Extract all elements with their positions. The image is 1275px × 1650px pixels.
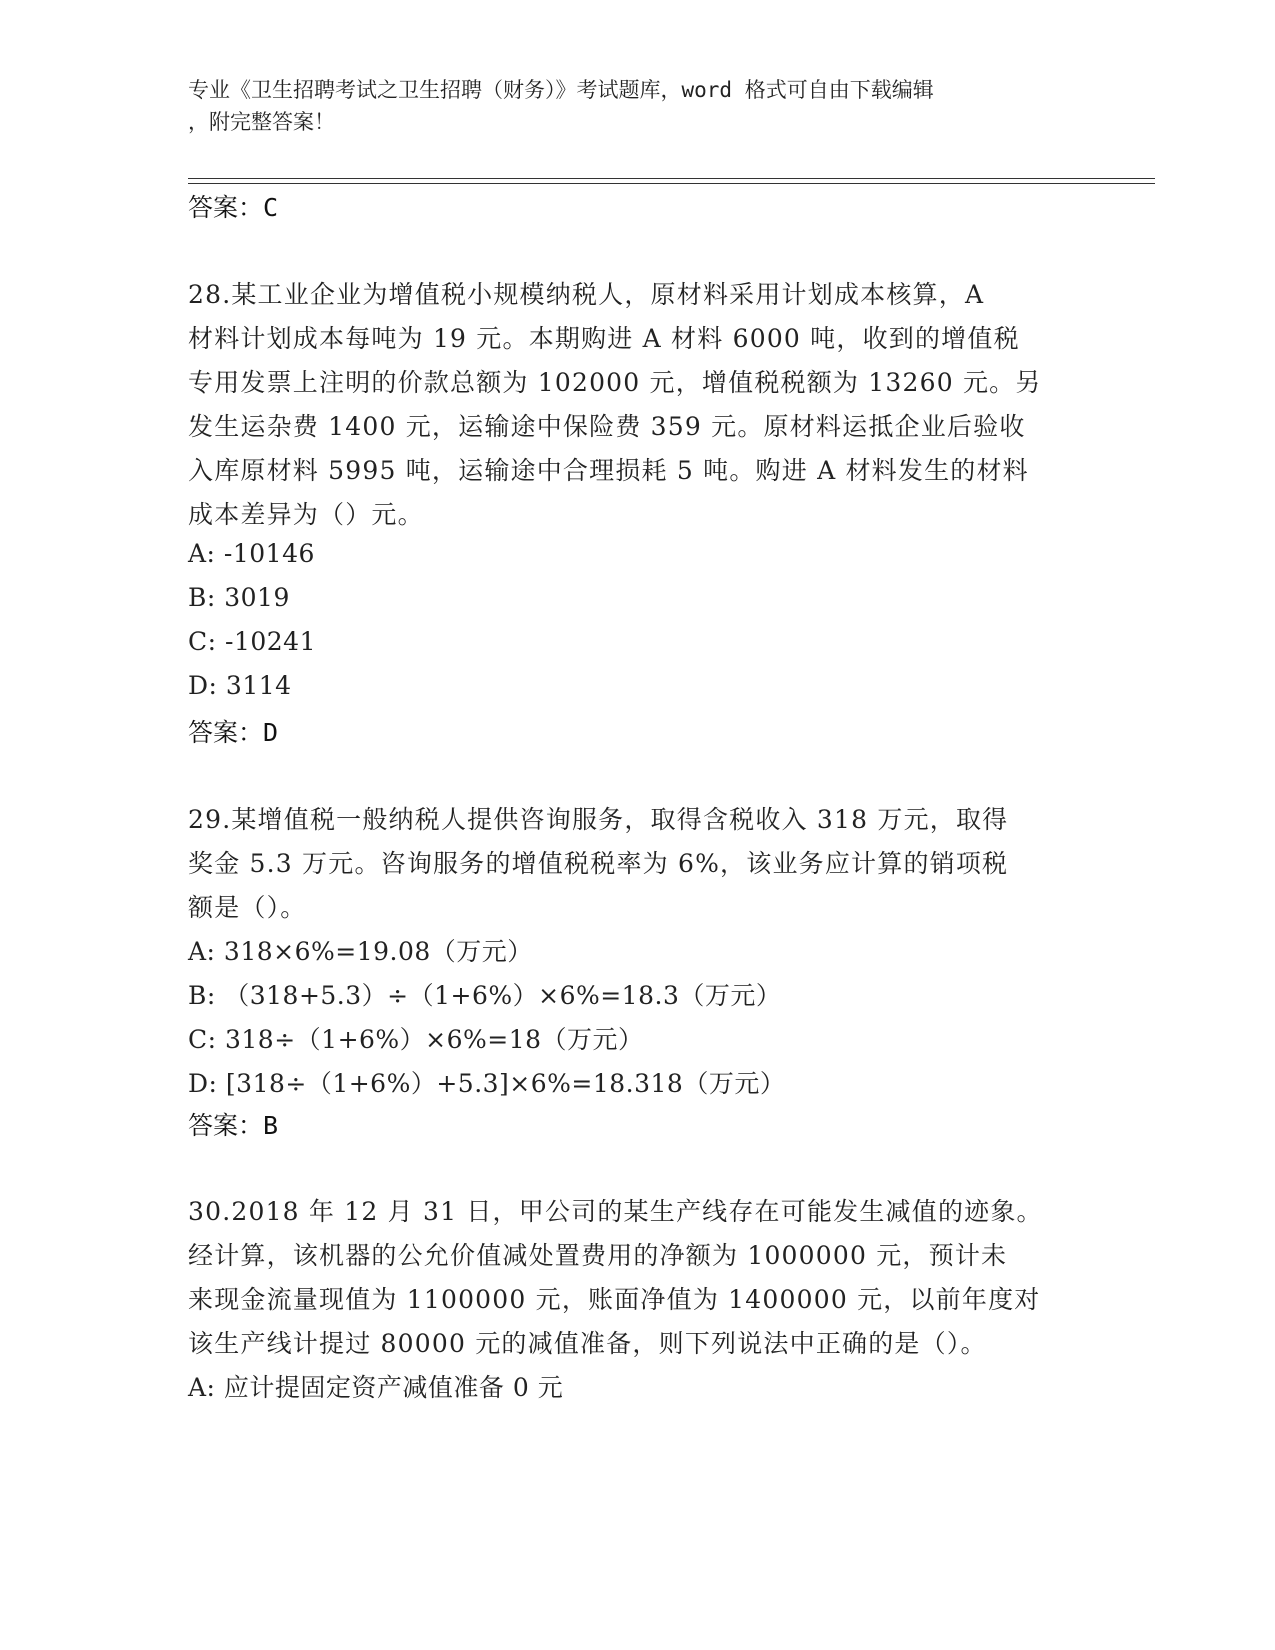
document-header — [188, 74, 1088, 138]
q28-option-b: B: 3019 — [188, 583, 290, 612]
q29-option-d: D: [318÷（1+6%）+5.3]×6%=18.318（万元） — [188, 1069, 786, 1098]
q29-line-3: 额是（）。 — [188, 893, 307, 922]
q29-line-1: 29.某增值税一般纳税人提供咨询服务，取得含税收入 318 万元，取得 — [188, 805, 1009, 834]
q28-line-5: 入库原材料 5995 吨，运输途中合理损耗 5 吨。购进 A 材料发生的材料 — [188, 456, 1029, 485]
header-divider-bottom — [188, 183, 1155, 184]
q28-line-3: 专用发票上注明的价款总额为 102000 元，增值税税额为 13260 元。另 — [188, 368, 1042, 397]
q29-option-b: B: （318+5.3）÷（1+6%）×6%=18.3（万元） — [188, 981, 782, 1010]
q28-line-2: 材料计划成本每吨为 19 元。本期购进 A 材料 6000 吨，收到的增值税 — [188, 324, 1020, 353]
q28-answer: 答案：D — [188, 718, 279, 747]
q28-option-c: C: -10241 — [188, 627, 316, 656]
q29-option-a: A: 318×6%=19.08（万元） — [188, 937, 533, 966]
q30-line-4: 该生产线计提过 80000 元的减值准备，则下列说法中正确的是（）。 — [188, 1329, 987, 1358]
q28-option-a: A: -10146 — [188, 539, 315, 568]
q28-line-6: 成本差异为（）元。 — [188, 500, 424, 529]
q30-line-3: 来现金流量现值为 1100000 元，账面净值为 1400000 元，以前年度对 — [188, 1285, 1041, 1314]
previous-answer: 答案：C — [188, 193, 279, 222]
q29-option-c: C: 318÷（1+6%）×6%=18（万元） — [188, 1025, 644, 1054]
q28-line-1: 28.某工业企业为增值税小规模纳税人，原材料采用计划成本核算，A — [188, 280, 985, 309]
q29-line-2: 奖金 5.3 万元。咨询服务的增值税税率为 6%，该业务应计算的销项税 — [188, 849, 1009, 878]
q30-line-2: 经计算，该机器的公允价值减处置费用的净额为 1000000 元，预计未 — [188, 1241, 1008, 1270]
q30-line-1: 30.2018 年 12 月 31 日，甲公司的某生产线存在可能发生减值的迹象。 — [188, 1197, 1043, 1226]
q30-option-a: A: 应计提固定资产减值准备 0 元 — [188, 1373, 564, 1402]
header-divider-top — [188, 178, 1155, 179]
header-line-2: ，附完整答案！ — [188, 110, 335, 134]
q28-option-d: D: 3114 — [188, 671, 292, 700]
header-line-1: 专业《卫生招聘考试之卫生招聘（财务）》考试题库，word 格式可自由下载编辑 — [188, 78, 934, 102]
q29-answer: 答案：B — [188, 1111, 279, 1140]
q28-line-4: 发生运杂费 1400 元，运输途中保险费 359 元。原材料运抵企业后验收 — [188, 412, 1026, 441]
